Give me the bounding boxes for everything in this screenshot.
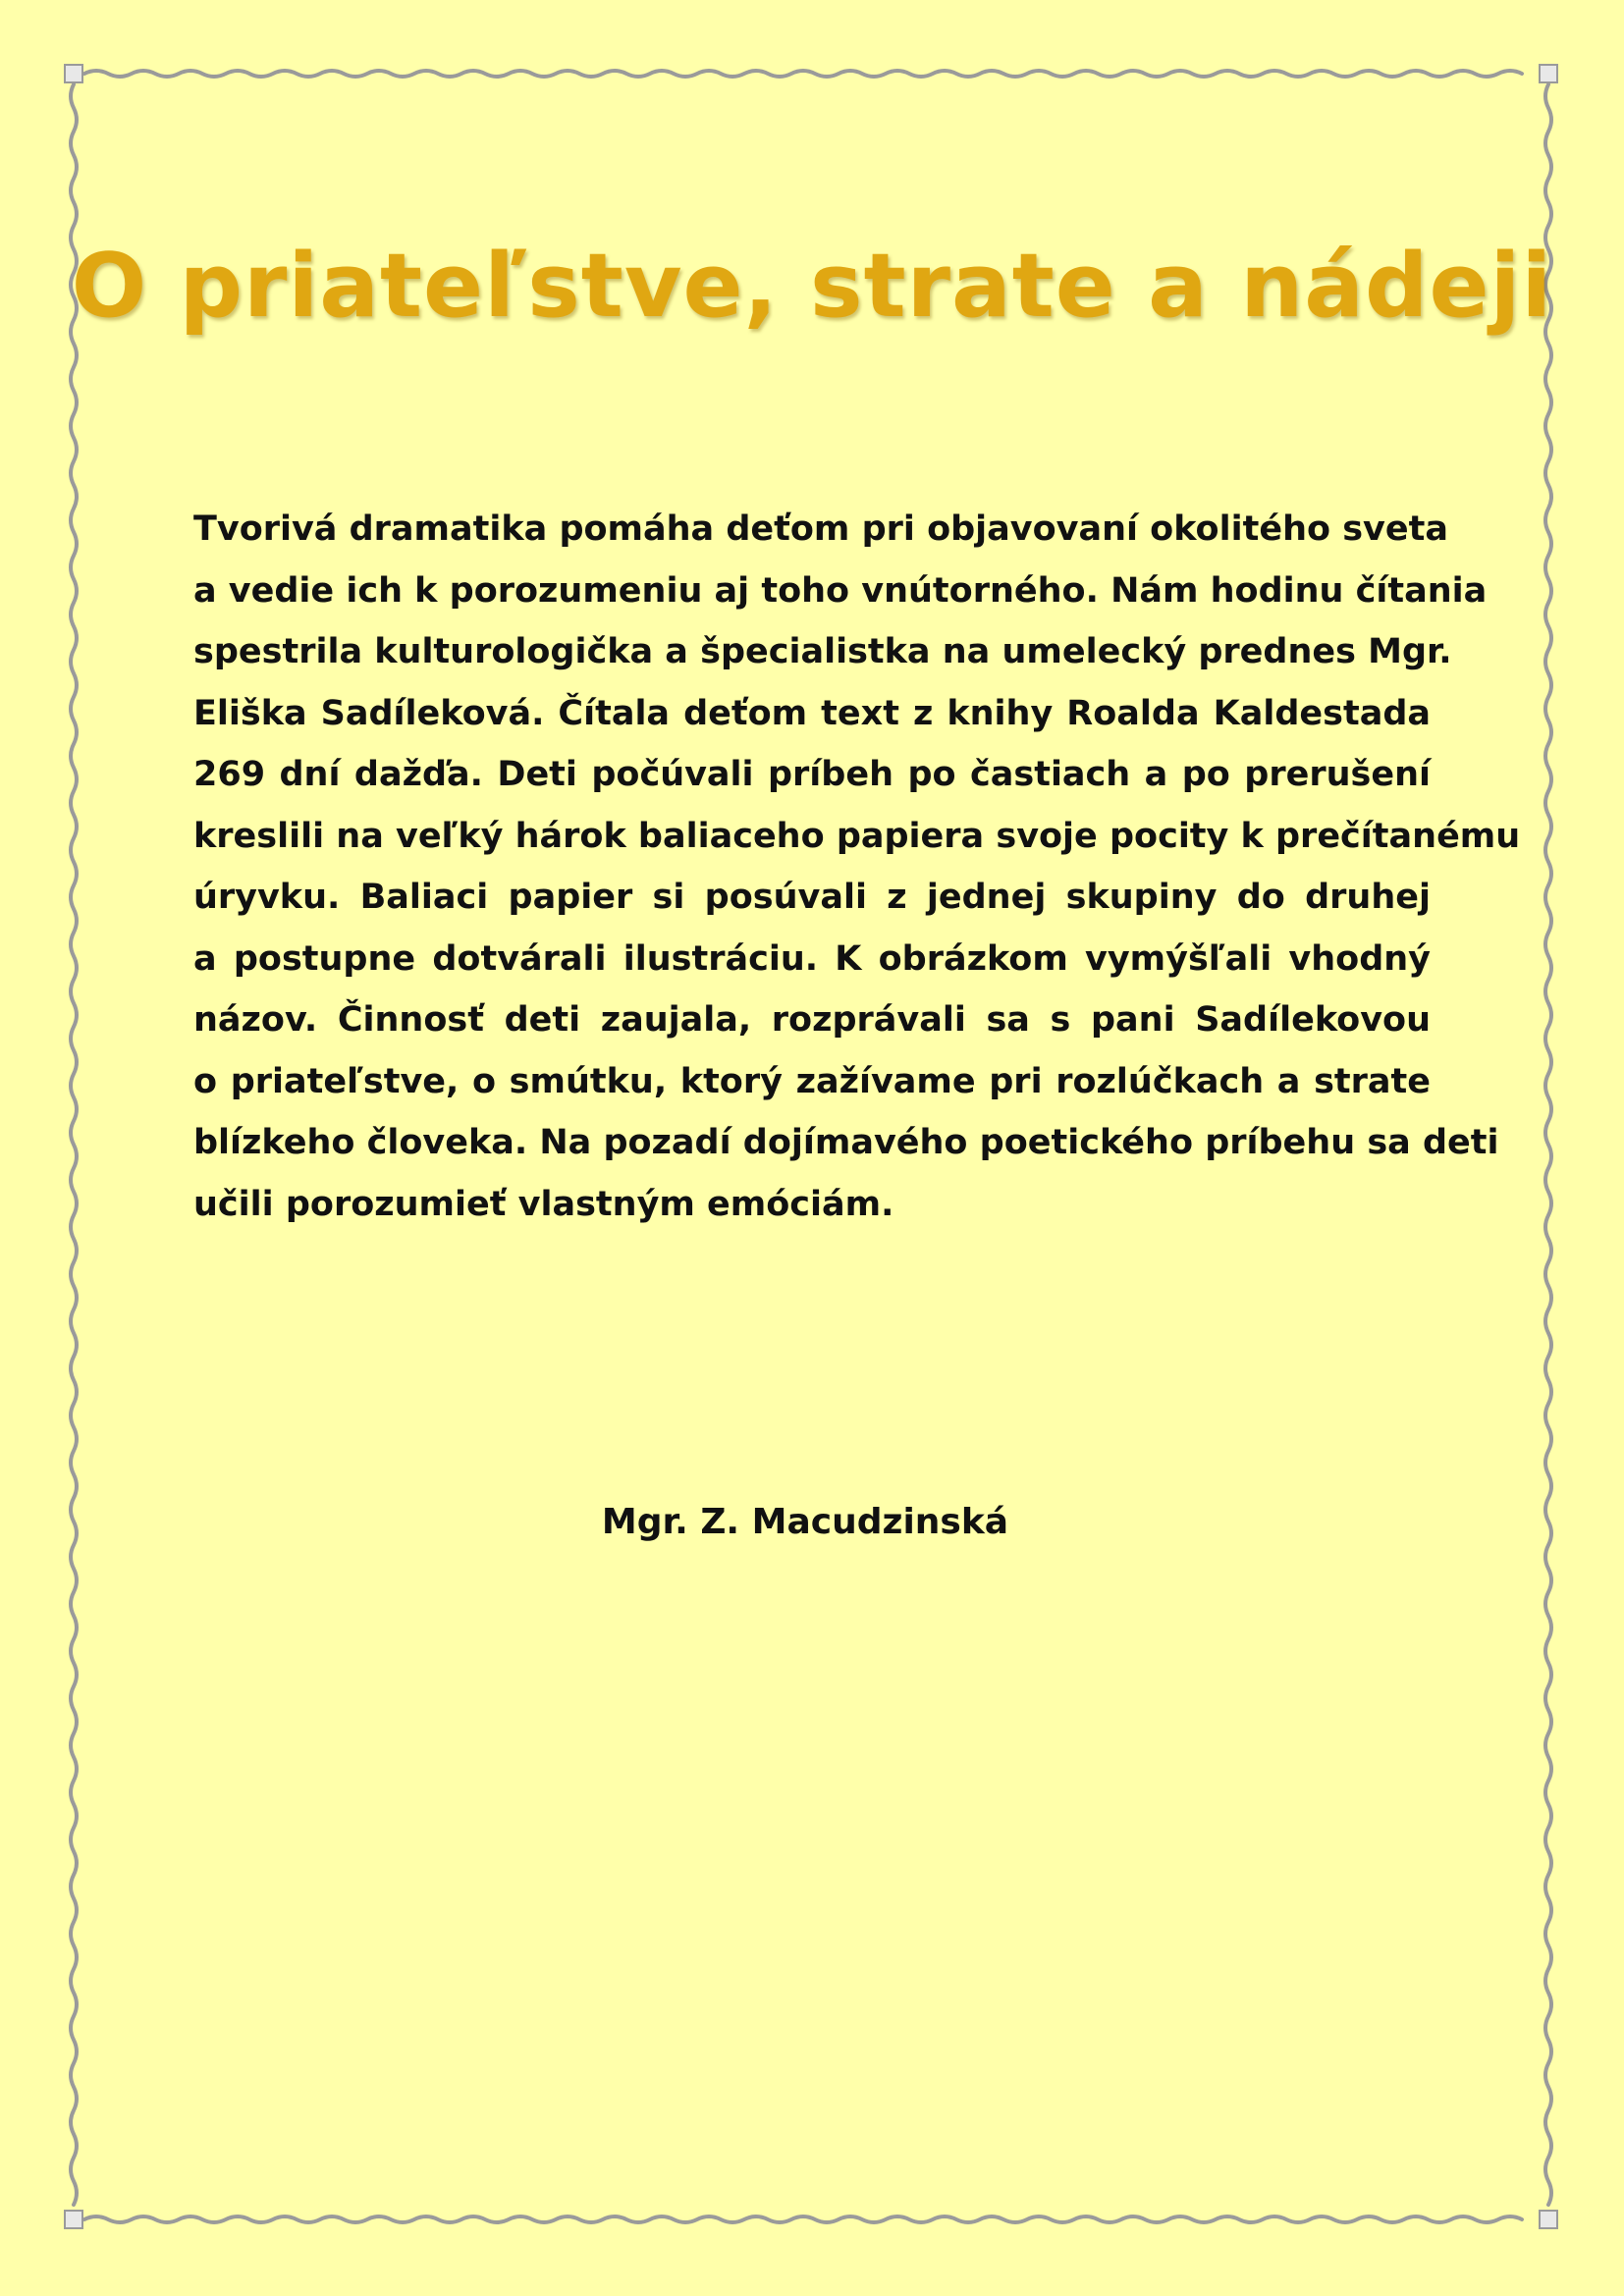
body-line: Tvorivá dramatika pomáha deťom pri objavovaní okolitého sveta xyxy=(193,509,1448,549)
border-wave xyxy=(71,84,77,2205)
body-line: Eliška Sadíleková. Čítala deťom text z knihy Roalda Kaldestada xyxy=(193,693,1431,733)
body-line: a postupne dotvárali ilustráciu. K obrázkom vymýšľali vhodný xyxy=(193,938,1431,979)
border-corner-top-right xyxy=(1540,65,1557,82)
body-line: 269 dní dažďa. Deti počúvali príbeh po častiach a po prerušení xyxy=(193,755,1431,794)
author-signature: Mgr. Z. Macudzinská xyxy=(601,1502,1009,1542)
border-wave xyxy=(84,71,1522,77)
border-corner-top-left xyxy=(65,65,82,82)
body-line: učili porozumieť vlastným emóciám. xyxy=(193,1184,894,1224)
body-line: spestrila kulturologička a špecialistka na umelecký prednes Mgr. xyxy=(193,632,1452,671)
border-wave xyxy=(84,2216,1522,2222)
page-title: O priateľstve, strate a nádeji xyxy=(71,235,1553,338)
body-line: o priateľstve, o smútku, ktorý zažívame pri rozlúčkach a strate xyxy=(193,1061,1431,1101)
body-line: úryvku. Baliaci papier si posúvali z jednej skupiny do druhej xyxy=(193,878,1431,917)
border-corner-bottom-right xyxy=(1540,2211,1557,2228)
body-line: a vedie ich k porozumeniu aj toho vnútorného. Nám hodinu čítania xyxy=(193,570,1488,611)
border-corner-bottom-left xyxy=(65,2211,82,2228)
body-line: kreslili na veľký hárok baliaceho papiera svoje pocity k prečítanému xyxy=(193,816,1521,856)
border-wave xyxy=(1545,84,1551,2205)
body-paragraph xyxy=(193,499,1521,1235)
body-line: blízkeho človeka. Na pozadí dojímavého poetického príbehu sa deti xyxy=(193,1123,1499,1162)
body-line: názov. Činnosť deti zaujala, rozprávali sa s pani Sadílekovou xyxy=(193,1000,1431,1040)
